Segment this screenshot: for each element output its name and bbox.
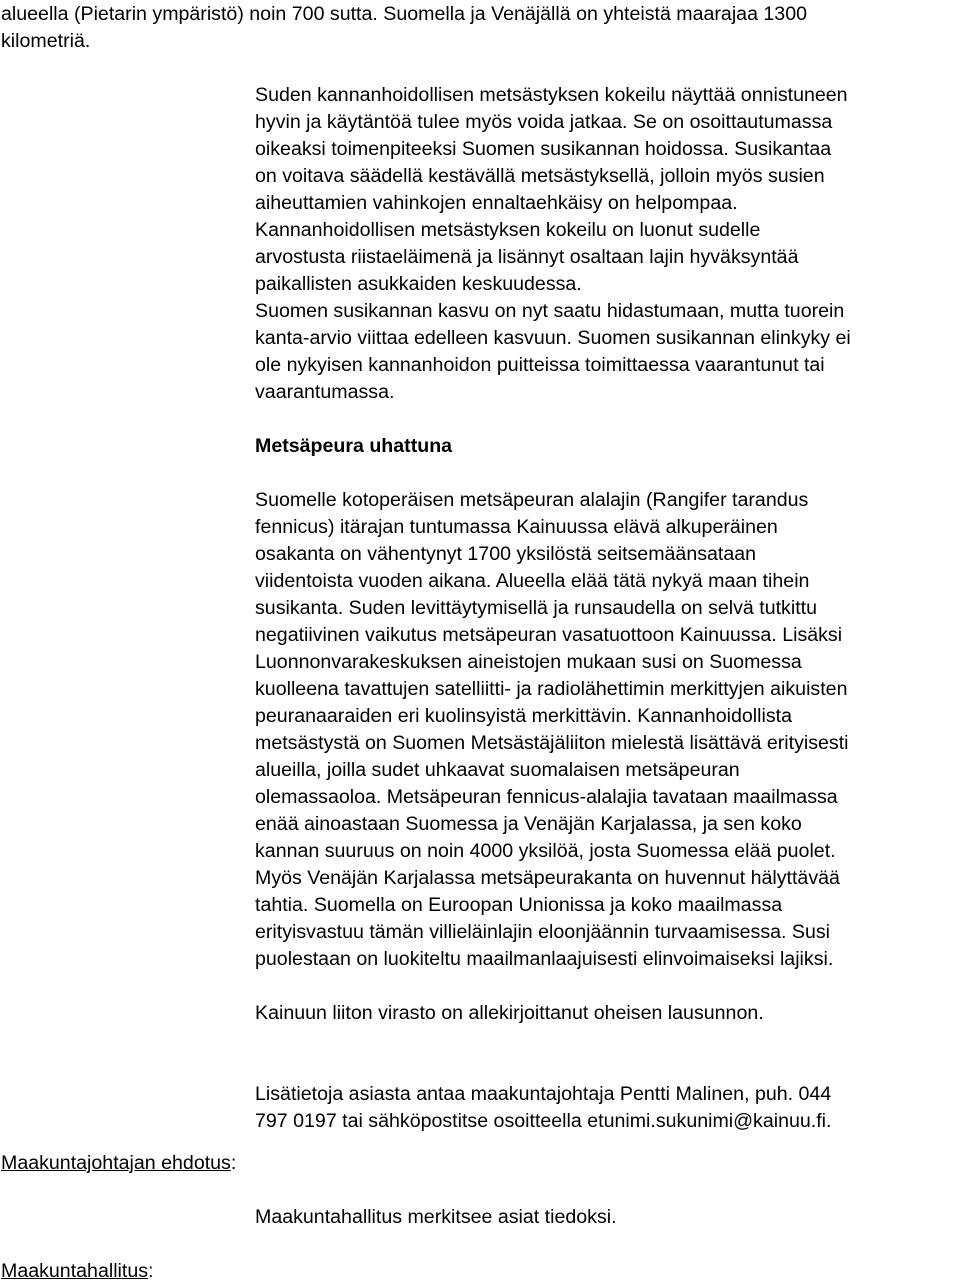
text-line: fennicus) itärajan tuntumassa Kainuussa elävä alkuperäinen	[255, 516, 778, 538]
text-line: alueilla, joilla sudet uhkaavat suomalaisen metsäpeuran	[255, 759, 740, 781]
board-label	[1, 1258, 154, 1285]
text-line: paikallisten asukkaiden keskuudessa.	[255, 273, 582, 295]
text-line: negatiivinen vaikutus metsäpeuran vasatuottoon Kainuussa. Lisäksi	[255, 624, 843, 646]
text-line: vaarantumassa.	[255, 381, 395, 403]
text-line: Myös Venäjän Karjalassa metsäpeurakanta on huvennut hälyttävää	[255, 867, 840, 889]
text-line: kuolleena tavattujen satelliitti- ja radiolähettimin merkittyjen aikuisten	[255, 678, 848, 700]
text-line: kannan suuruus on noin 4000 yksilöä, josta Suomessa elää puolet.	[255, 840, 836, 862]
board-label-colon: :	[148, 1260, 154, 1282]
text-line: Suomelle kotoperäisen metsäpeuran alalajin (Rangifer tarandus	[255, 489, 809, 511]
text-line: Kannanhoidollisen metsästyksen kokeilu on luonut sudelle	[255, 219, 761, 241]
text-line: arvostusta riistaeläimenä ja lisännyt osaltaan lajin hyväksyntää	[255, 246, 799, 268]
text-line: hyvin ja käytäntöä tulee myös voida jatkaa. Se on osoittautumassa	[255, 111, 833, 133]
text-line: metsästystä on Suomen Metsästäjäliiton mielestä lisättävä erityisesti	[255, 732, 849, 754]
text-line: Luonnonvarakeskuksen aineistojen mukaan susi on Suomessa	[255, 651, 802, 673]
text-line: peuranaaraiden eri kuolinsyistä merkittävin. Kannanhoidollista	[255, 705, 792, 727]
text-line: kanta-arvio viittaa edelleen kasvuun. Suomen susikannan elinkyky ei	[255, 327, 851, 349]
text-line: on voitava säädellä kestävällä metsästyksellä, jolloin myös susien	[255, 165, 825, 187]
text-line: oikeaksi toimenpiteeksi Suomen susikannan hoidossa. Susikantaa	[255, 138, 832, 160]
text-line: tahtia. Suomella on Euroopan Unionissa ja koko maailmassa	[255, 894, 783, 916]
text-line: Suomen susikannan kasvu on nyt saatu hidastumaan, mutta tuorein	[255, 300, 845, 322]
board-label-text: Maakuntahallitus	[1, 1260, 149, 1282]
text-line: erityisvastuu tämän villieläinlajin eloonjäännin turvaamisessa. Susi	[255, 921, 831, 943]
text-line: viidentoista vuoden aikana. Alueella elää tätä nykyä maan tihein	[255, 570, 810, 592]
proposal-label	[1, 1150, 236, 1177]
text-line: ole nykyisen kannanhoidon puitteissa toimittaessa vaarantunut tai	[255, 354, 825, 376]
text-line: aiheuttamien vahinkojen ennaltaehkäisy on helpompaa.	[255, 192, 738, 214]
proposal-label-colon: :	[230, 1152, 237, 1174]
proposal-label-text: Maakuntajohtajan ehdotus	[1, 1152, 231, 1174]
proposal-text: Maakuntahallitus merkitsee asiat tiedoksi.	[255, 1206, 617, 1228]
intro-line: alueella (Pietarin ympäristö) noin 700 sutta. Suomella ja Venäjällä on yhteistä maarajaa 1300	[1, 3, 808, 25]
intro-line: kilometriä.	[1, 30, 91, 52]
text-line: Lisätietoja asiasta antaa maakuntajohtaja Pentti Malinen, puh. 044	[255, 1083, 832, 1105]
text-line: 797 0197 tai sähköpostitse osoitteella etunimi.sukunimi@kainuu.fi.	[255, 1110, 832, 1132]
text-line: Suden kannanhoidollisen metsästyksen kokeilu näyttää onnistuneen	[255, 84, 848, 106]
text-line: susikanta. Suden levittäytymisellä ja runsaudella on selvä tutkittu	[255, 597, 817, 619]
section-heading: Metsäpeura uhattuna	[255, 435, 453, 457]
text-line: enää ainoastaan Suomessa ja Venäjän Karjalassa, ja sen koko	[255, 813, 802, 835]
text-line: puolestaan on luokiteltu maailmanlaajuisesti elinvoimaiseksi lajiksi.	[255, 948, 834, 970]
text-line: olemassaoloa. Metsäpeuran fennicus-alalajia tavataan maailmassa	[255, 786, 838, 808]
signature-note: Kainuun liiton virasto on allekirjoittanut oheisen lausunnon.	[255, 1002, 764, 1024]
text-line: osakanta on vähentynyt 1700 yksilöstä seitsemäänsataan	[255, 543, 757, 565]
